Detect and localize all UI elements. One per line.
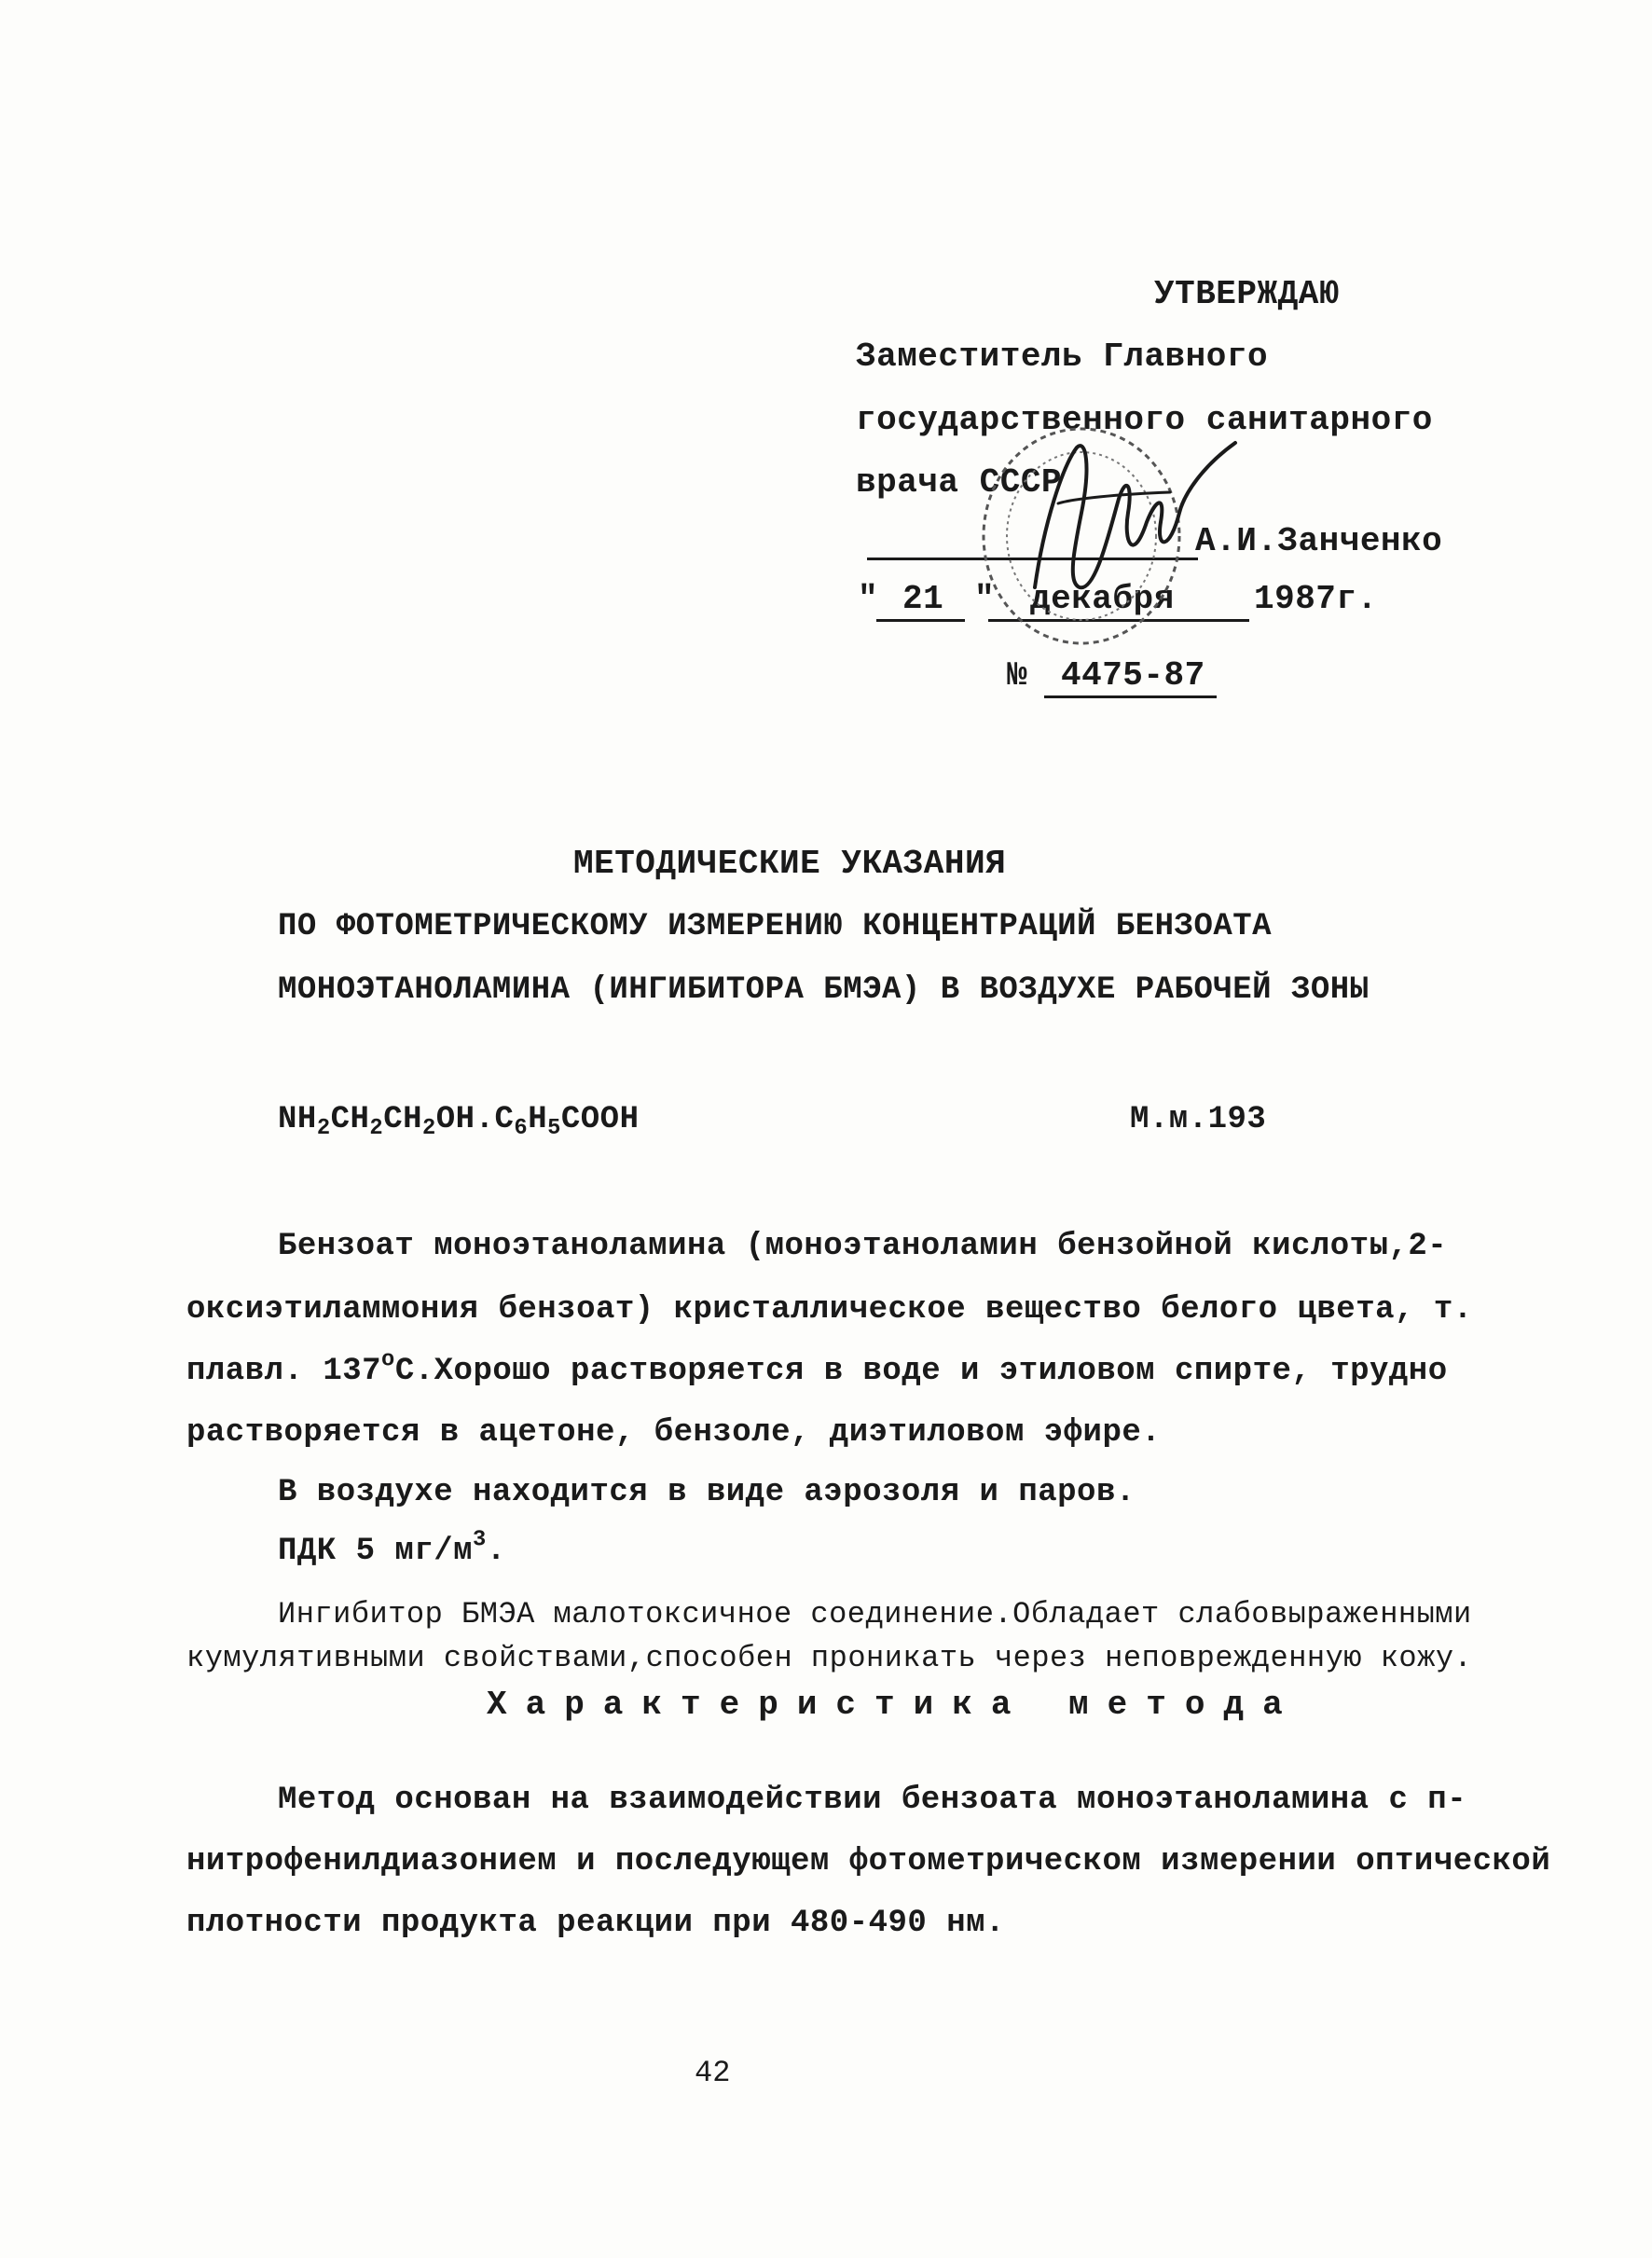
- document-subtitle-line-2: МОНОЭТАНОЛАМИНА (ИНГИБИТОРА БМЭА) В ВОЗДУХЕ РАБОЧЕЙ ЗОНЫ: [278, 972, 1370, 1008]
- description-line-4: растворяется в ацетоне, бензоле, диэтиловом эфире.: [186, 1415, 1162, 1451]
- chemical-formula: [278, 1102, 640, 1142]
- page-number: 42: [695, 2056, 731, 2090]
- date-year: 1987г.: [1254, 580, 1378, 618]
- pdk-period: .: [486, 1534, 506, 1569]
- formula-part-4: H: [528, 1102, 548, 1137]
- approval-number: 4475-87: [1061, 656, 1205, 695]
- approval-number-line: [1044, 695, 1217, 698]
- approval-line-2: государственного санитарного: [856, 401, 1433, 439]
- approval-number-prefix: №: [1007, 656, 1028, 695]
- date-month: декабря: [1030, 580, 1175, 618]
- description-line-3: [186, 1347, 1448, 1389]
- method-line-1: Метод основан на взаимодействии бензоата моноэтаноламина с п-: [278, 1783, 1467, 1818]
- degree-sign: o: [381, 1347, 395, 1373]
- description-line-5: В воздухе находится в виде аэрозоля и паров.: [278, 1475, 1136, 1510]
- pdk-cube: 3: [473, 1527, 487, 1553]
- date-quote-close: ": [974, 580, 996, 618]
- method-line-2: нитрофенилдиазонием и последующем фотометрическом измерении оптической: [186, 1844, 1551, 1879]
- formula-part-2: CH: [383, 1102, 422, 1137]
- date-day: 21: [902, 580, 944, 618]
- formula-part-3: OH.C: [435, 1102, 515, 1137]
- toxicity-line-1: Ингибитор БМЭА малотоксичное соединение.Обладает слабовыраженными: [278, 1597, 1472, 1632]
- formula-sub-ch1: 2: [369, 1116, 384, 1142]
- formula-prefix: NH: [278, 1102, 317, 1137]
- document-subtitle-line-1: ПО ФОТОМЕТРИЧЕСКОМУ ИЗМЕРЕНИЮ КОНЦЕНТРАЦИЙ БЕНЗОАТА: [278, 909, 1273, 944]
- approval-line-3: врача СССР: [856, 463, 1063, 502]
- signatory-name: А.И.Занченко: [1195, 522, 1443, 560]
- document-title: МЕТОДИЧЕСКИЕ УКАЗАНИЯ: [573, 845, 1007, 883]
- formula-sub-h: 5: [547, 1116, 561, 1142]
- official-seal-stamp: [970, 410, 1249, 662]
- date-quote-open: ": [858, 580, 879, 618]
- method-line-3: плотности продукта реакции при 480-490 нм.: [186, 1906, 1005, 1941]
- pdk-line: [278, 1527, 506, 1569]
- approval-line-1: Заместитель Главного: [856, 337, 1269, 376]
- solubility-text: С.Хорошо растворяется в воде и этиловом спирте, трудно: [394, 1354, 1448, 1389]
- molar-mass: М.м.193: [1130, 1102, 1267, 1137]
- pdk-text: ПДК 5 мг/м: [278, 1534, 474, 1569]
- formula-part-1: CH: [330, 1102, 370, 1137]
- toxicity-line-2: кумулятивными свойствами,способен проникать через неповрежденную кожу.: [186, 1641, 1473, 1675]
- description-line-2: оксиэтиламмония бензоат) кристаллическое вещество белого цвета, т.: [186, 1292, 1473, 1328]
- formula-sub-c: 6: [514, 1116, 529, 1142]
- approval-heading: УТВЕРЖДАЮ: [1154, 275, 1340, 313]
- description-line-1: Бензоат моноэтаноламина (моноэтаноламин бензойной кислоты,2-: [278, 1229, 1448, 1264]
- formula-part-5: COOH: [560, 1102, 640, 1137]
- melting-point-text: плавл. 137: [186, 1354, 382, 1389]
- formula-sub-nh: 2: [316, 1116, 331, 1142]
- formula-sub-ch2: 2: [422, 1116, 436, 1142]
- method-heading: Характеристика метода: [487, 1686, 1301, 1724]
- handwritten-signature: [1035, 443, 1235, 587]
- date-day-line: [876, 619, 965, 622]
